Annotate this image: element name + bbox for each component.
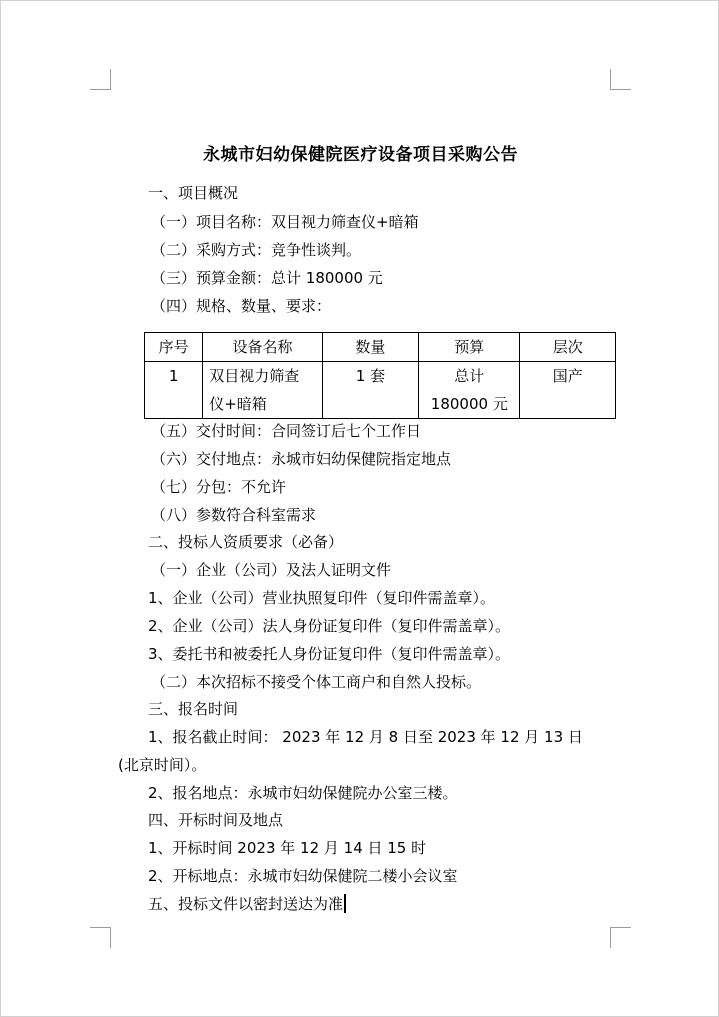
bid-opening-place[interactable]: 2、开标地点：永城市妇幼保健院二楼小会议室 (148, 867, 458, 885)
table-header-cell[interactable]: 预算 (419, 333, 520, 362)
section1-heading[interactable]: 一、项目概况 (148, 184, 239, 202)
section5-heading: 五、投标文件以密封送达为准 (148, 895, 344, 913)
page-corner-mark-bottom-left (90, 927, 111, 948)
table-header-cell[interactable]: 设备名称 (203, 333, 322, 362)
table-header-cell[interactable]: 层次 (520, 333, 616, 362)
budget-line1: 总计 (454, 367, 485, 385)
section5-line[interactable] (148, 894, 346, 914)
registration-place[interactable]: 2、报名地点：永城市妇幼保健院办公室三楼。 (148, 784, 458, 802)
delivery-time[interactable]: （五）交付时间：合同签订后七个工作日 (151, 422, 422, 440)
project-name[interactable]: （一）项目名称：双目视力筛查仪+暗箱 (151, 213, 419, 231)
section3-heading[interactable]: 三、报名时间 (148, 700, 239, 718)
section4-heading[interactable]: 四、开标时间及地点 (148, 811, 284, 829)
row-equipment-name[interactable] (203, 362, 322, 419)
bid-opening-time[interactable]: 1、开标时间 2023 年 12 月 14 日 15 时 (148, 839, 427, 857)
row-level[interactable]: 国产 (520, 362, 616, 419)
requirement-1[interactable]: 1、企业（公司）营业执照复印件（复印件需盖章）。 (148, 589, 496, 607)
section2-heading[interactable]: 二、投标人资质要求（必备） (148, 533, 344, 551)
procurement-method[interactable]: （二）采购方式：竞争性谈判。 (151, 241, 362, 259)
equipment-name-line2: 仪+暗箱 (209, 395, 267, 413)
row-index[interactable]: 1 (145, 362, 203, 419)
table-header-row (145, 333, 616, 362)
text-cursor (344, 894, 346, 913)
table-row (145, 362, 616, 419)
qualification-sub2[interactable]: （二）本次招标不接受个体工商户和自然人投标。 (151, 673, 482, 691)
parameters-note[interactable]: （八）参数符合科室需求 (151, 506, 317, 524)
equipment-name-line1: 双目视力筛查 (209, 367, 300, 385)
page-corner-mark-top-left (90, 69, 111, 90)
requirement-2[interactable]: 2、企业（公司）法人身份证复印件（复印件需盖章）。 (148, 617, 511, 635)
equipment-table (144, 332, 616, 419)
qualification-sub1[interactable]: （一）企业（公司）及法人证明文件 (151, 561, 392, 579)
table-header-cell[interactable]: 序号 (145, 333, 203, 362)
budget-line2: 180000 元 (430, 395, 508, 413)
page-corner-mark-top-right (610, 69, 631, 90)
document-title[interactable]: 永城市妇幼保健院医疗设备项目采购公告 (203, 145, 518, 165)
row-quantity[interactable]: 1 套 (322, 362, 419, 419)
delivery-place[interactable]: （六）交付地点：永城市妇幼保健院指定地点 (151, 450, 452, 468)
row-budget[interactable] (419, 362, 520, 419)
page-corner-mark-bottom-right (610, 927, 631, 948)
table-header-cell[interactable]: 数量 (322, 333, 419, 362)
requirement-3[interactable]: 3、委托书和被委托人身份证复印件（复印件需盖章）。 (148, 645, 511, 663)
registration-deadline[interactable]: 1、报名截止时间： 2023 年 12 月 8 日至 2023 年 12 月 13 日 (148, 728, 583, 746)
subcontract[interactable]: （七）分包：不允许 (151, 478, 287, 496)
budget-amount[interactable]: （三）预算金额：总计 180000 元 (151, 269, 383, 287)
registration-deadline-cont[interactable]: (北京时间）。 (118, 756, 207, 774)
spec-requirements[interactable]: （四）规格、数量、要求： (151, 297, 332, 315)
